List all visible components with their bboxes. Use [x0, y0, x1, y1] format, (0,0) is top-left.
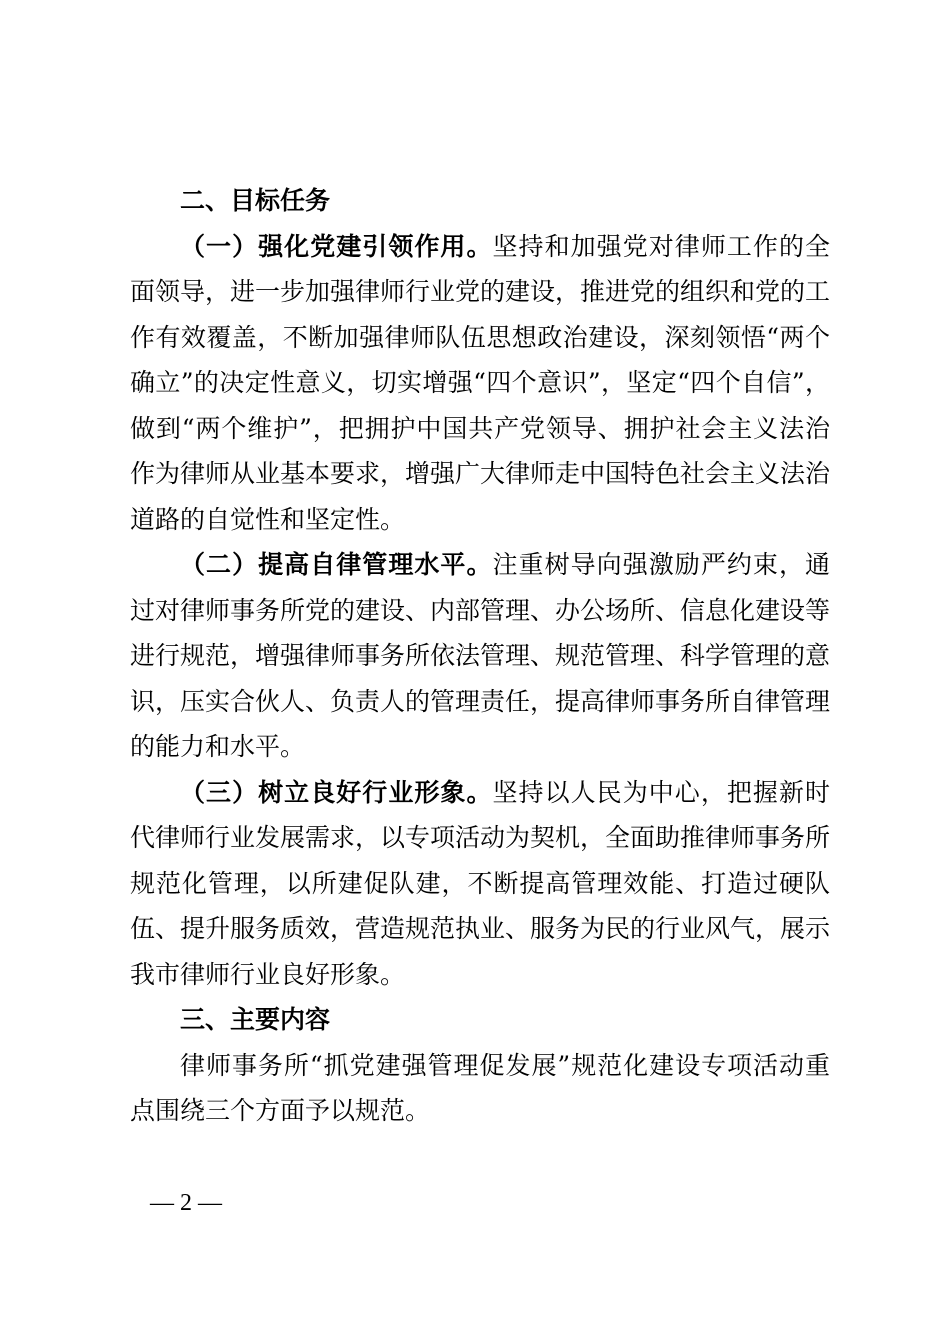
paragraph-text: 注重树导向强激励严约束，通过对律师事务所党的建设、内部管理、办公场所、信息化建设等进行规范，增强律师事务所依法管理、规范管理、科学管理的意识，压实合伙人、负责人的管理责任，提高律师事务所自律管理的能力和水平。 — [130, 550, 831, 761]
paragraph-self-discipline — [130, 542, 830, 770]
document-body — [130, 178, 830, 1134]
paragraph-lead: （二）提高自律管理水平。 — [180, 550, 493, 579]
paragraph-lead: （一）强化党建引领作用。 — [180, 231, 493, 261]
paragraph-main-content: 律师事务所“抓党建强管理促发展”规范化建设专项活动重点围绕三个方面予以规范。 — [130, 1050, 830, 1125]
paragraph-text: 坚持以人民为中心，把握新时代律师行业发展需求，以专项活动为契机，全面助推律师事务所规范化管理，以所建促队建，不断提高管理效能、打造过硬队伍、提升服务质效，营造规范执业、服务为民的行业风气，展示我市律师行业良好形象。 — [130, 777, 831, 989]
page-number: — 2 — — [150, 1190, 222, 1216]
paragraph-party-building — [130, 224, 830, 543]
section-heading-main-content: 三、主要内容 — [180, 1005, 331, 1034]
section-heading-goals: 二、目标任务 — [180, 186, 331, 215]
paragraph-lead: （三）树立良好行业形象。 — [180, 777, 493, 807]
paragraph-industry-image — [130, 770, 830, 998]
paragraph-text: 坚持和加强党对律师工作的全面领导，进一步加强律师行业党的建设，推进党的组织和党的工作有效覆盖，不断加强律师队伍思想政治建设，深刻领悟“两个确立”的决定性意义，切实增强“四个意识”，坚定“四个自信”，做到“两个维护”，把拥护中国共产党领导、拥护社会主义法治作为律师从业基本要求，增强广大律师走中国特色社会主义法治道路的自觉性和坚定性。 — [130, 231, 831, 534]
